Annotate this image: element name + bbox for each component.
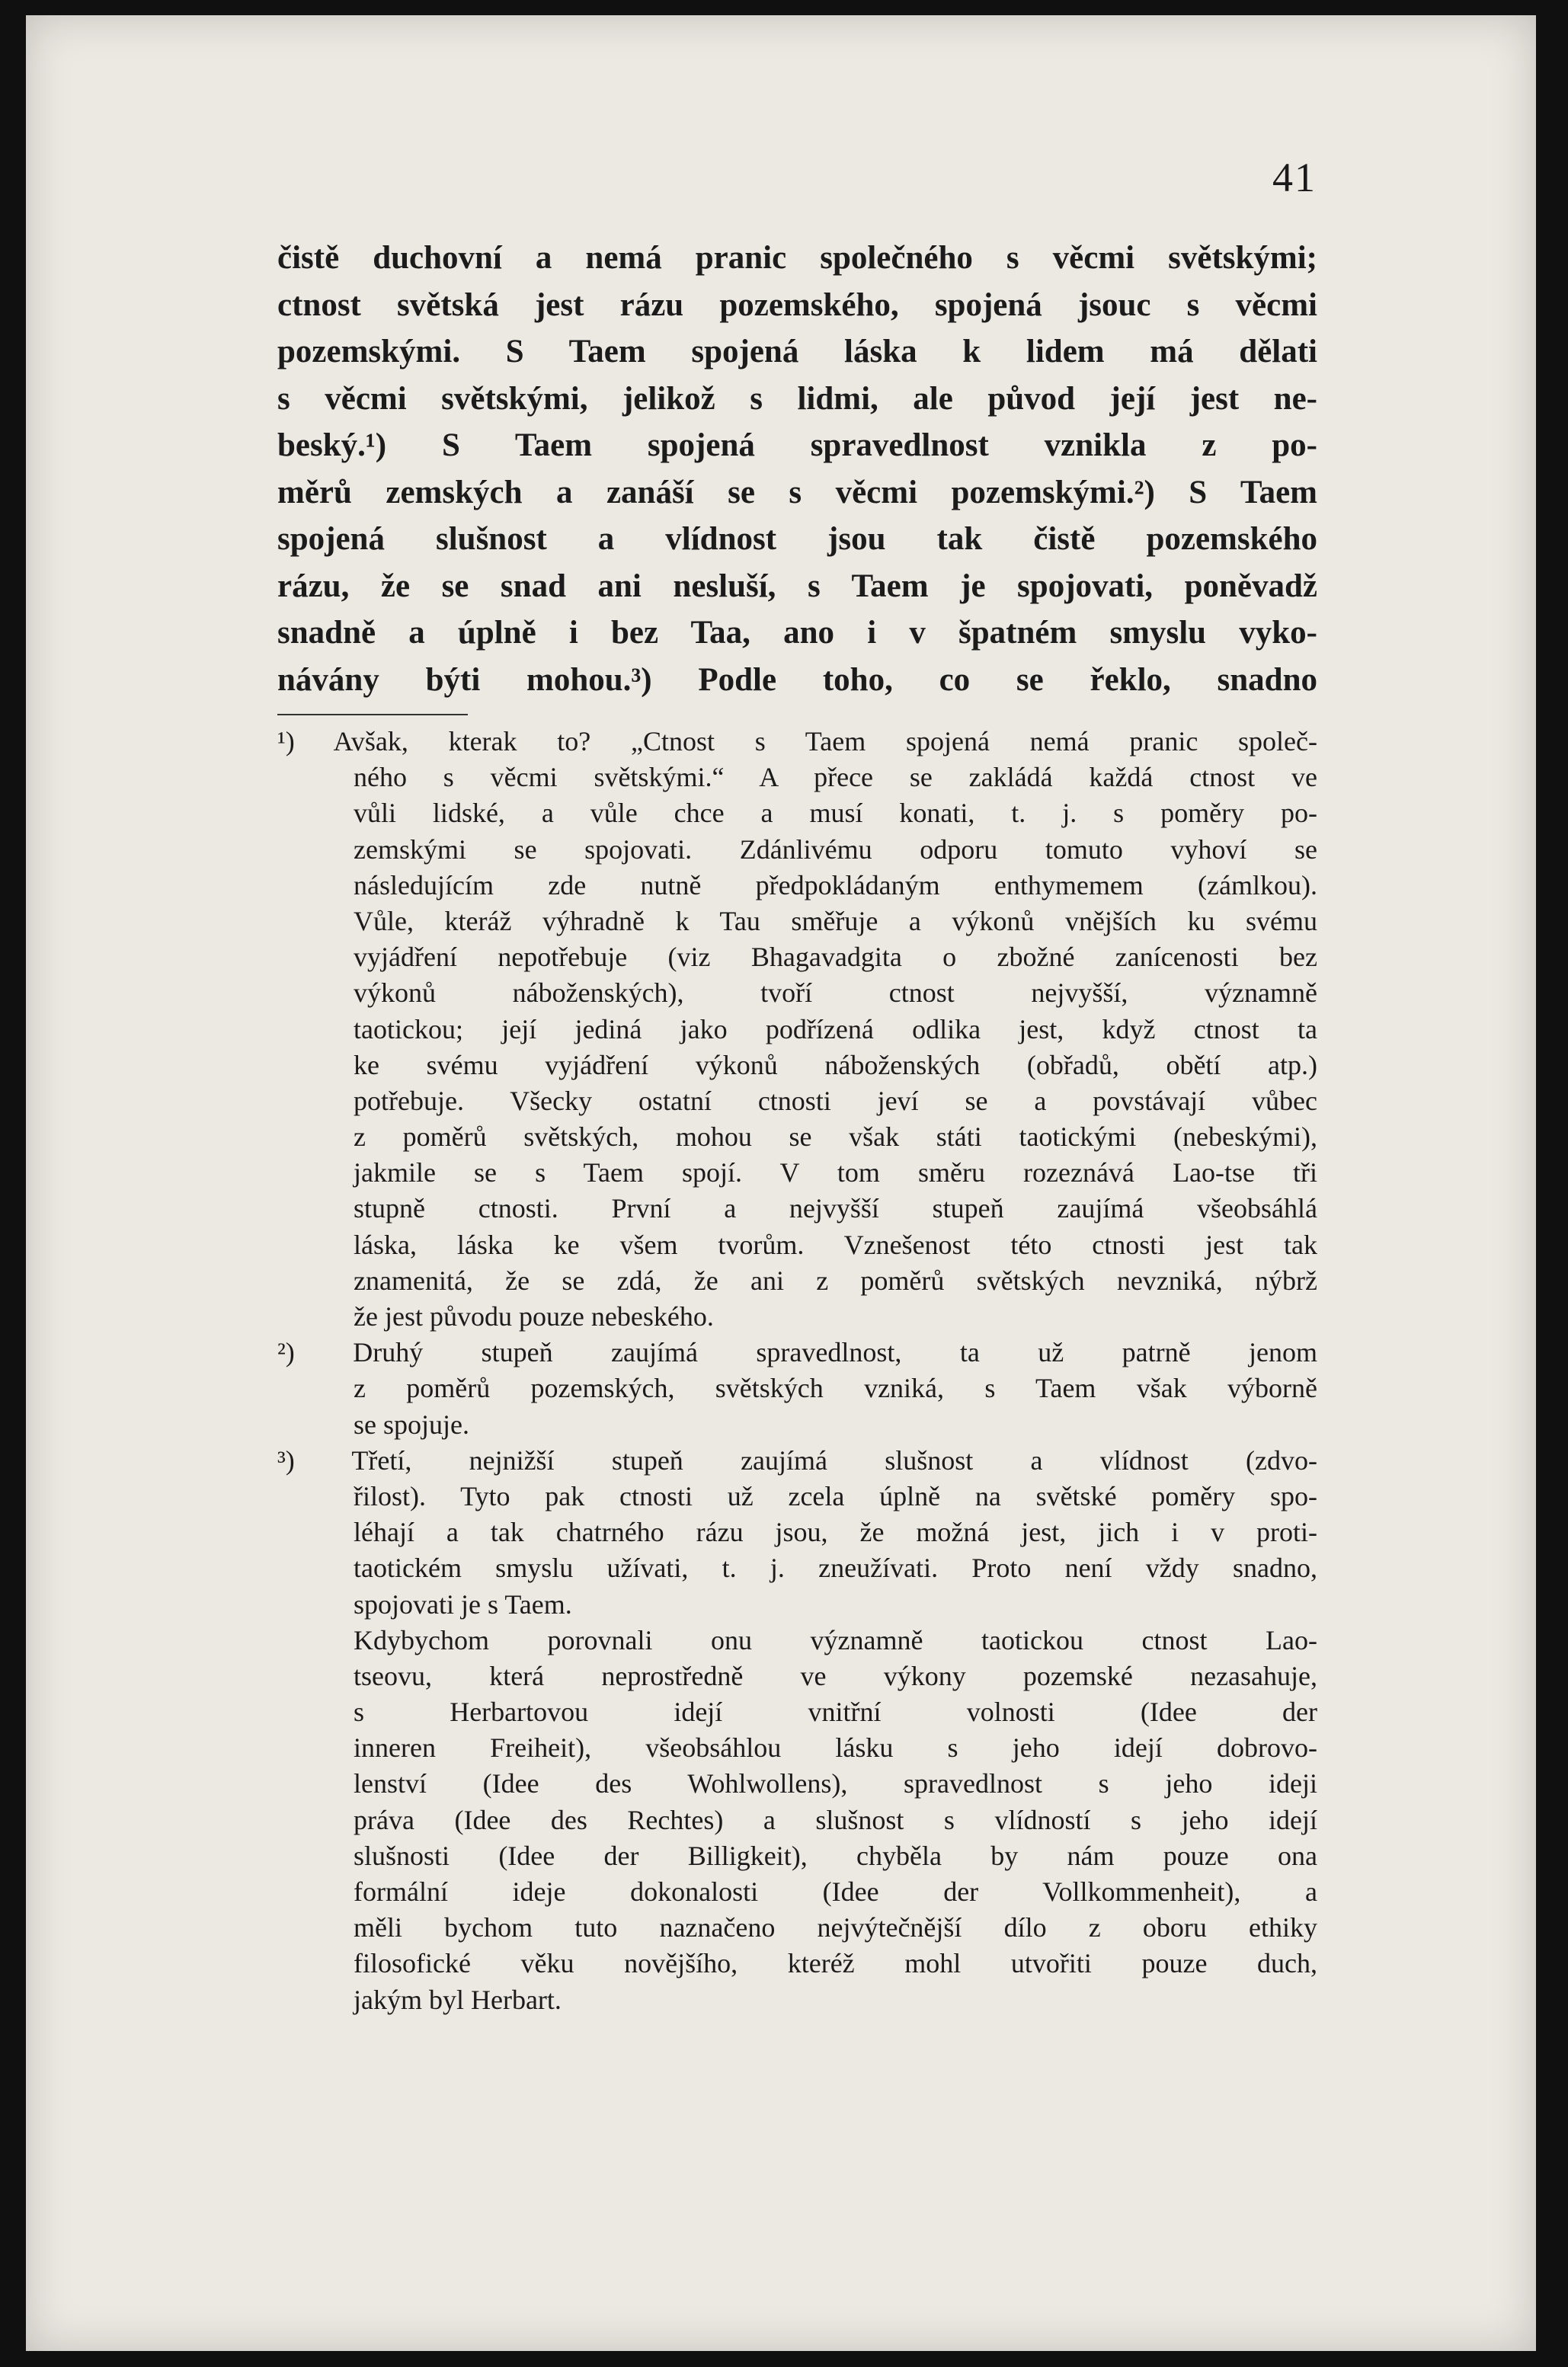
footnote-line: řilost). Tyto pak ctnosti už zcela úplně na světské poměry spo-	[354, 1480, 1317, 1511]
footnote-line: vyjádření nepotřebuje (viz Bhagavadgita o zbožné zanícenosti bez	[354, 942, 1317, 973]
footnote-line: z poměrů světských, mohou se však státi taotickými (nebeskými),	[354, 1121, 1317, 1153]
footnote-line: formální ideje dokonalosti (Idee der Vollkommenheit), a	[354, 1876, 1317, 1907]
footnote-line: Vůle, kteráž výhradně k Tau směřuje a výkonů vnějších ku svému	[354, 905, 1317, 936]
text-line: měrů zemských a zanáší se s věcmi pozemskými.²) S Taem	[277, 474, 1317, 510]
footnote-line: vůli lidské, a vůle chce a musí konati, t. j. s poměry po-	[354, 798, 1317, 829]
footnote-line: s Herbartovou idejí vnitřní volnosti (Idee der	[354, 1697, 1317, 1728]
footnote-line: ¹) Avšak, kterak to? „Ctnost s Taem spojená nemá pranic společ-	[277, 726, 1317, 756]
footnote-line: láska, láska ke všem tvorům. Vznešenost této ctnosti jest tak	[354, 1229, 1317, 1260]
footnote-line: měli bychom tuto naznačeno nejvýtečnější dílo z oboru ethiky	[354, 1912, 1317, 1943]
footnote-line: taotickém smyslu užívati, t. j. zneužívati. Proto není vždy snadno,	[354, 1553, 1317, 1584]
footnote-line: ke svému vyjádření výkonů náboženských (obřadů, obětí atp.)	[354, 1049, 1317, 1080]
main-text	[277, 235, 1317, 703]
footnote-line: znamenitá, že se zdá, že ani z poměrů světských nevzniká, nýbrž	[354, 1265, 1317, 1296]
footnote-line: inneren Freiheit), všeobsáhlou lásku s jeho idejí dobrovo-	[354, 1732, 1317, 1764]
text-line: ctnost světská jest rázu pozemského, spojená jsouc s věcmi	[277, 286, 1317, 323]
footnote-line: ného s věcmi světskými.“ A přece se zakládá každá ctnost ve	[354, 762, 1317, 793]
footnote-line: filosofické věku novějšího, kteréž mohl utvořiti pouze duch,	[354, 1948, 1317, 1979]
footnote-line: ²) Druhý stupeň zaujímá spravedlnost, ta už patrně jenom	[277, 1337, 1317, 1368]
text-line: návány býti mohou.³) Podle toho, co se řeklo, snadno	[277, 661, 1317, 698]
footnote-line: se spojuje.	[354, 1409, 469, 1440]
footnote-line: spojovati je s Taem.	[354, 1588, 572, 1620]
footnote-line: práva (Idee des Rechtes) a slušnost s vlídností s jeho idejí	[354, 1804, 1317, 1835]
book-page	[26, 15, 1536, 2351]
footnote-line: z poměrů pozemských, světských vzniká, s Taem však výborně	[354, 1373, 1317, 1404]
footnote-line: léhají a tak chatrného rázu jsou, že možná jest, jich i v proti-	[354, 1517, 1317, 1548]
text-line: rázu, že se snad ani nesluší, s Taem je spojovati, poněvadž	[277, 568, 1317, 604]
footnote-line: tseovu, která neprostředně ve výkony pozemské nezasahuje,	[354, 1660, 1317, 1691]
footnote-line: slušnosti (Idee der Billigkeit), chyběla by nám pouze ona	[354, 1840, 1317, 1871]
text-line: snadně a úplně i bez Taa, ano i v špatném smyslu vyko-	[277, 615, 1317, 651]
footnote-line: lenství (Idee des Wohlwollens), spravedlnost s jeho ideji	[354, 1768, 1317, 1799]
text-line: s věcmi světskými, jelikož s lidmi, ale původ její jest ne-	[277, 380, 1317, 417]
footnote-line: výkonů náboženských), tvoří ctnost nejvyšší, významně	[354, 977, 1317, 1009]
footnote-line: potřebuje. Všecky ostatní ctnosti jeví se a povstávají vůbec	[354, 1085, 1317, 1116]
footnote-line: že jest původu pouze nebeského.	[354, 1301, 714, 1332]
footnote-divider	[277, 714, 468, 715]
footnote-line: zemskými se spojovati. Zdánlivému odporu tomuto vyhoví se	[354, 833, 1317, 865]
footnote-line: taotickou; její jediná jako podřízená odlika jest, když ctnost ta	[354, 1013, 1317, 1044]
footnote-line: jakým byl Herbart.	[354, 1984, 562, 2015]
text-line: čistě duchovní a nemá pranic společného s věcmi světskými;	[277, 240, 1317, 276]
footnote-line: ³) Třetí, nejnižší stupeň zaujímá slušnost a vlídnost (zdvo-	[277, 1444, 1317, 1476]
text-line: beský.¹) S Taem spojená spravedlnost vznikla z po-	[277, 427, 1317, 463]
footnotes	[277, 724, 1317, 2018]
footnote-line: následujícím zde nutně předpokládaným enthymemem (zámlkou).	[354, 869, 1317, 900]
footnote-line: stupně ctnosti. První a nejvyšší stupeň zaujímá všeobsáhlá	[354, 1193, 1317, 1224]
page-number: 41	[1272, 155, 1317, 200]
text-line: spojená slušnost a vlídnost jsou tak čistě pozemského	[277, 521, 1317, 557]
footnote-line: Kdybychom porovnali onu významně taotickou ctnost Lao-	[354, 1624, 1317, 1655]
text-line: pozemskými. S Taem spojená láska k lidem má dělati	[277, 334, 1317, 369]
footnote-line: jakmile se s Taem spojí. V tom směru rozeznává Lao-tse tři	[354, 1157, 1317, 1188]
